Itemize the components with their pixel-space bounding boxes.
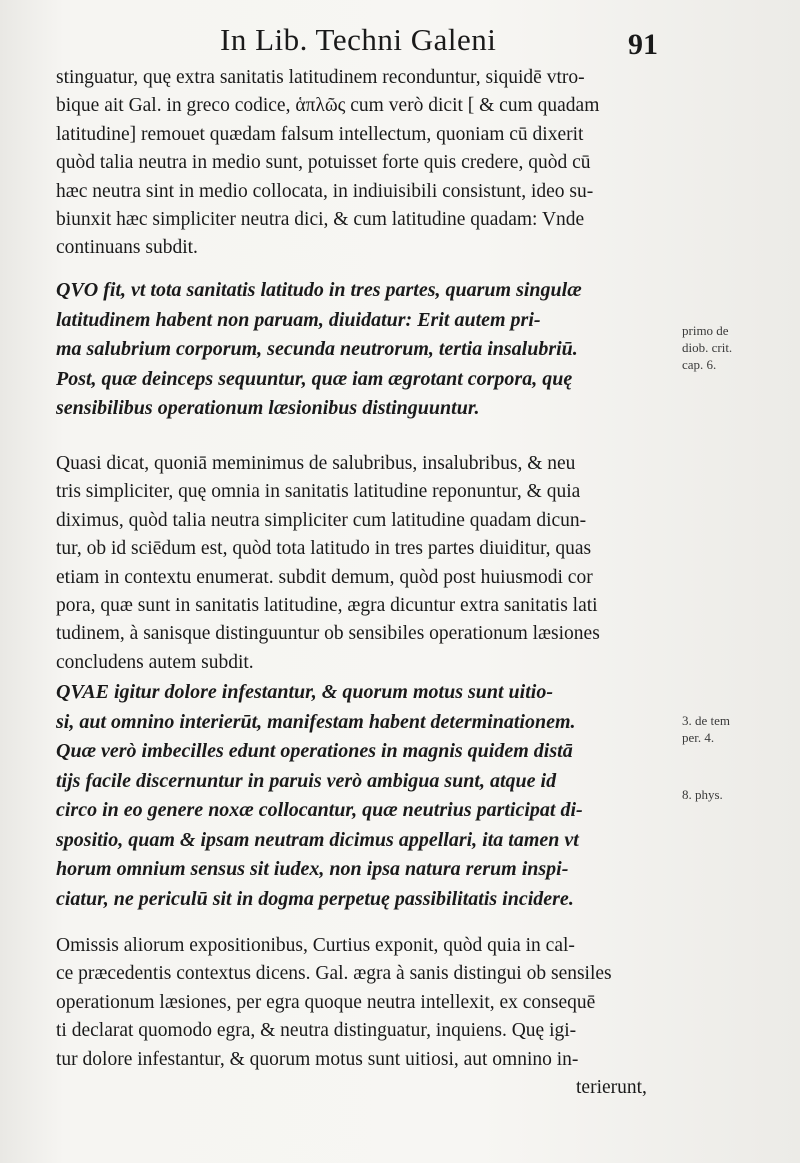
text-line: stinguatur, quę extra sanitatis latitudinem reconduntur, siquidē vtro- <box>56 67 585 88</box>
text-line: ma salubrium corporum, secunda neutrorum, tertia insalubriū. <box>56 338 578 360</box>
text-line: tijs facile discernuntur in paruis verò ambigua sunt, atque id <box>56 769 557 792</box>
text-line: etiam in contextu enumerat. subdit demum, quòd post huiusmodi cor <box>56 566 593 588</box>
text-line: bique ait Gal. in greco codice, ἁπλῶς cum verò dicit [ & cum quadam <box>56 95 600 117</box>
text-line: tur dolore infestantur, & quorum motus sunt uitiosi, aut omnino in- <box>56 1048 579 1070</box>
text-line: Quæ verò imbecilles edunt operationes in magnis quidem distā <box>56 740 573 762</box>
text-line: Quasi dicat, quoniā meminimus de salubribus, insalubribus, & neu <box>56 453 576 474</box>
text-line: QVO fit, vt tota sanitatis latitudo in tres partes, quarum singulæ <box>56 279 582 301</box>
paragraph-commentary-2 <box>56 450 670 677</box>
text-line: Omissis aliorum expositionibus, Curtius exponit, quòd quia in cal- <box>56 935 575 956</box>
paragraph-commentary-3 <box>56 932 670 1102</box>
margin-note <box>682 322 792 373</box>
text-line: latitudine] remouet quædam falsum intellectum, quoniam cū dixerit <box>56 123 584 145</box>
margin-note-line: 3. de tem <box>682 713 731 728</box>
margin-note-line: diob. crit. <box>682 340 733 355</box>
running-title: In Lib. Techni Galeni <box>220 22 497 57</box>
text-line: si, aut omnino interierūt, manifestam habent determinationem. <box>56 710 576 733</box>
page-number: 91 <box>628 28 658 61</box>
text-line: sensibilibus operationum læsionibus distinguuntur. <box>56 397 480 419</box>
text-line: ciatur, ne periculū sit in dogma perpetuę passibilitatis incidere. <box>56 887 574 910</box>
text-line: hæc neutra sint in medio collocata, in indiuisibili consistunt, ideo su- <box>56 180 594 202</box>
text-line: Post, quæ deinceps sequuntur, quæ iam ægrotant corpora, quę <box>56 367 573 390</box>
text-line: biunxit hæc simpliciter neutra dici, & cum latitudine quadam: Vnde <box>56 208 585 230</box>
text-line: continuans subdit. <box>56 237 198 259</box>
text-line: tris simpliciter, quę omnia in sanitatis latitudine reponuntur, & quia <box>56 481 581 503</box>
text-line: ce præcedentis contextus dicens. Gal. ægra à sanis distingui ob sensiles <box>56 963 612 985</box>
text-line: terierunt, <box>576 1076 647 1098</box>
text-line: pora, quæ sunt in sanitatis latitudine, ægra dicuntur extra sanitatis lati <box>56 594 598 616</box>
paragraph-lemma-1 <box>56 276 670 424</box>
text-line: latitudinem habent non paruam, diuidatur: Erit autem pri- <box>56 308 541 331</box>
text-line: horum omnium sensus sit iudex, non ipsa natura rerum inspi- <box>56 858 569 880</box>
text-line: ti declarat quomodo egra, & neutra distinguatur, inquiens. Quę igi- <box>56 1020 577 1042</box>
paragraph-commentary-1 <box>56 64 670 263</box>
text-line: tur, ob id sciēdum est, quòd tota latitudo in tres partes diuiditur, quas <box>56 538 592 560</box>
margin-note-line: cap. 6. <box>682 357 717 372</box>
text-line: QVAE igitur dolore infestantur, & quorum motus sunt uitio- <box>56 681 554 703</box>
text-line: tudinem, à sanisque distinguuntur ob sensibiles operationum læsiones <box>56 623 600 645</box>
text-line: quòd talia neutra in medio sunt, potuisset forte quis credere, quòd cū <box>56 152 591 174</box>
margin-note-line: per. 4. <box>682 730 715 745</box>
paragraph-lemma-2 <box>56 678 670 914</box>
margin-note <box>682 786 792 803</box>
text-line: diximus, quòd talia neutra simpliciter cum latitudine quadam dicun- <box>56 509 587 531</box>
text-line: concludens autem subdit. <box>56 651 254 673</box>
text-line: circo in eo genere noxæ collocantur, quæ neutrius participat di- <box>56 799 583 821</box>
margin-note-line: primo de <box>682 323 729 338</box>
margin-note-line: 8. phys. <box>682 787 723 802</box>
text-line: spositio, quam & ipsam neutram dicimus appellari, ita tamen vt <box>56 828 579 851</box>
margin-note <box>682 712 792 746</box>
text-line: operationum læsiones, per egra quoque neutra intellexit, ex consequē <box>56 991 596 1013</box>
